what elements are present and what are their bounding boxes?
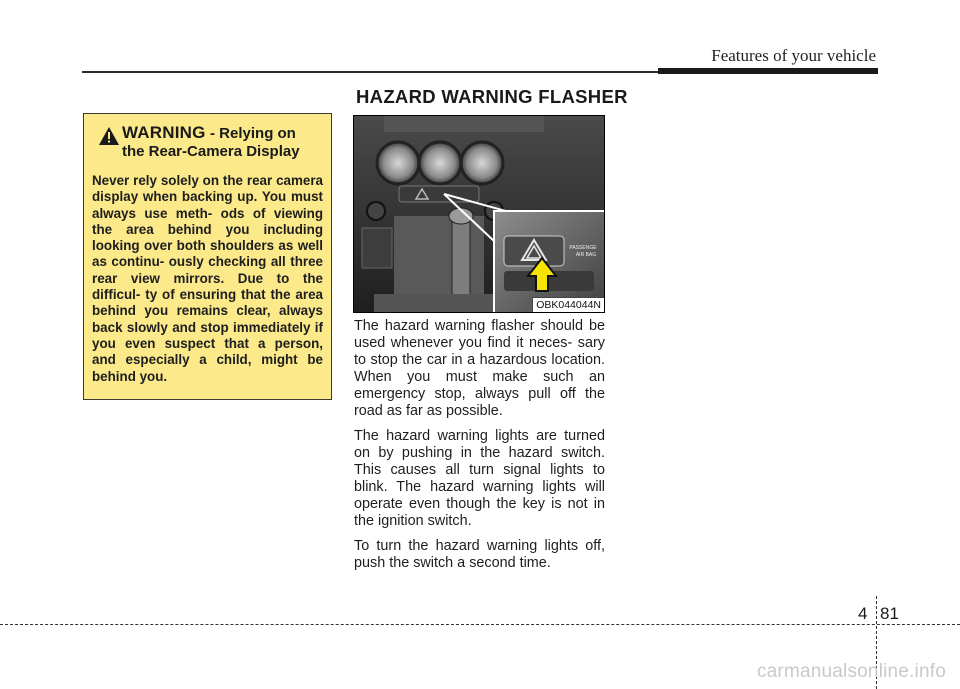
header-rule-accent — [658, 68, 878, 74]
warning-text: Never rely solely on the rear camera display when backing up. You must always use meth- ods of viewing the area behind you including looking over both shoulders as well as continu- ously checking all three rear view mirrors. Due to the difficul- ty of ensuring that the area behind you remains clear, always back slowly and stop immediately if you even suspect that a person, and especially a child, might be behind you. — [92, 173, 323, 384]
paragraph-2: The hazard warning lights are turned on by pushing in the hazard switch. This causes all turn signal lights to blink. The hazard warning lights will operate even though the key is not in the ignition switch. — [354, 428, 605, 529]
footer-rule — [0, 624, 960, 625]
header-rule — [82, 71, 660, 73]
page-number: 81 — [880, 604, 899, 623]
figure-label: OBK044044N — [532, 297, 604, 312]
section-title: HAZARD WARNING FLASHER — [356, 86, 628, 107]
chapter-number: 4 — [858, 604, 868, 623]
paragraph-1: The hazard warning flasher should be used whenever you find it neces- sary to stop the car in a hazardous location. When you must make such an emergency stop, always pull off the road as far as possible. — [354, 318, 605, 419]
warning-word: WARNING — [122, 123, 206, 142]
warning-title-line2: the Rear-Camera Display — [122, 143, 300, 160]
warning-header — [92, 123, 323, 167]
air-bag-label: AIR BAG — [575, 252, 597, 258]
watermark: carmanualsonline.info — [756, 661, 946, 682]
warning-box — [83, 113, 332, 400]
warning-title-line1: - Relying on — [210, 125, 296, 142]
hazard-switch-photo — [353, 115, 605, 313]
header-title: Features of your vehicle — [711, 46, 876, 65]
passenger-airbag-label: PASSENGE — [569, 245, 597, 251]
warning-triangle-icon — [98, 126, 120, 146]
paragraph-3: To turn the hazard warning lights off, push the switch a second time. — [354, 538, 605, 571]
section-body — [354, 318, 605, 580]
